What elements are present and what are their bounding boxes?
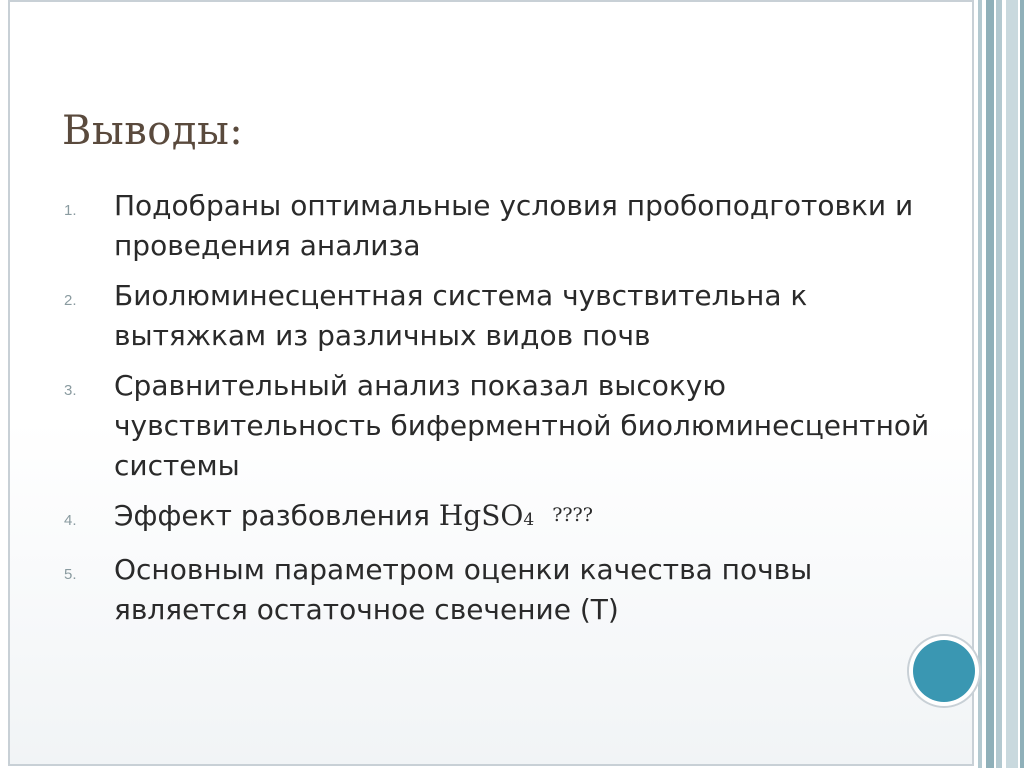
item-text: Сравнительный анализ показал высокую чувствительность биферментной биолюминесцентной системы	[114, 369, 930, 482]
item-text: Биолюминесцентная система чувствительна к вытяжкам из различных видов почв	[114, 279, 808, 352]
item-text-line	[114, 496, 952, 540]
decor-stripe	[978, 0, 982, 768]
chemical-formula: HgSO	[438, 499, 524, 532]
list-item-2	[62, 276, 952, 356]
decor-stripe	[986, 0, 994, 768]
list-item-4	[62, 496, 952, 540]
slide-title: Выводы:	[62, 108, 244, 154]
item-number: 1.	[64, 202, 77, 219]
item-text: Подобраны оптимальные условия пробоподготовки и проведения анализа	[114, 189, 914, 262]
conclusions-list	[62, 186, 952, 640]
item-text: Эффект разбовления	[114, 499, 439, 532]
list-item-3	[62, 366, 952, 486]
decor-stripe	[996, 0, 1002, 768]
item-number: 4.	[64, 512, 77, 529]
formula-subscript: 4	[523, 510, 535, 530]
item-text: Основным параметром оценки качества почвы является остаточное свечение (T)	[114, 553, 813, 626]
question-marks: ????	[552, 504, 593, 526]
item-number: 2.	[64, 292, 77, 309]
decor-stripe	[1006, 0, 1018, 768]
list-item-1	[62, 186, 952, 266]
item-number: 5.	[64, 566, 77, 583]
decor-stripe	[1020, 0, 1024, 768]
item-number: 3.	[64, 382, 77, 399]
decor-circle	[913, 640, 975, 702]
list-item-5	[62, 550, 952, 630]
